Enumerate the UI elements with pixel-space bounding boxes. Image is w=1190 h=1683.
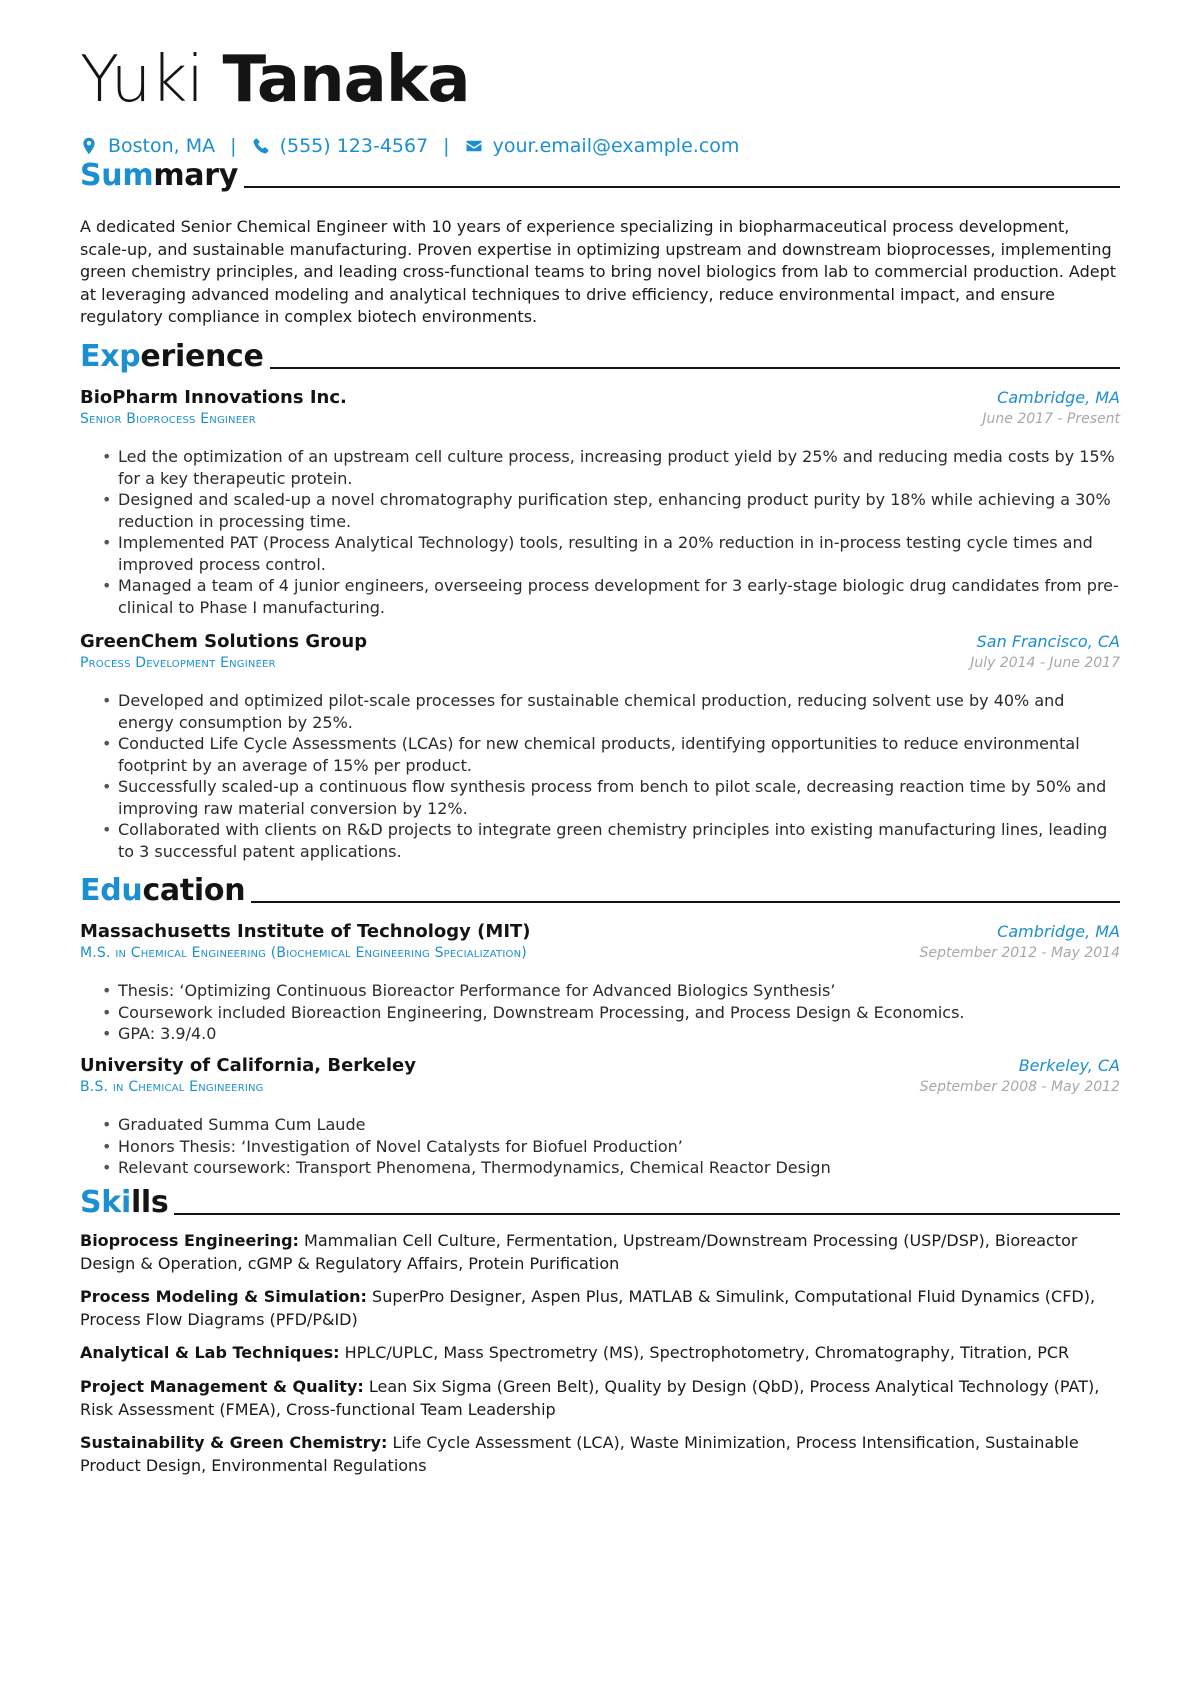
education-entry: [80, 921, 1120, 965]
summary-heading: [80, 156, 1120, 196]
experience-heading: [80, 337, 1120, 377]
job-title: Senior Bioprocess Engineer: [80, 411, 256, 427]
section-rule: [270, 367, 1120, 369]
date-range: September 2008 - May 2012: [919, 1079, 1120, 1095]
degree: M.S. in Chemical Engineering (Biochemical Engineering Specialization): [80, 945, 527, 961]
organization: GreenChem Solutions Group: [80, 631, 368, 652]
education-heading: [80, 871, 1120, 911]
degree: B.S. in Chemical Engineering: [80, 1079, 264, 1095]
candidate-name: [80, 40, 470, 120]
institution: Massachusetts Institute of Technology (MIT): [80, 921, 531, 942]
list-item: • Relevant coursework: Transport Phenomena, Thermodynamics, Chemical Reactor Design: [80, 1157, 1120, 1179]
section-title: Experience: [80, 339, 264, 374]
skill-category: Sustainability & Green Chemistry:: [80, 1433, 388, 1453]
location: Berkeley, CA: [1018, 1056, 1120, 1075]
list-item: • Implemented PAT (Process Analytical Technology) tools, resulting in a 20% reduction in in-process testing cycle times and improved process control.: [80, 532, 1120, 575]
skill-group: [80, 1230, 1120, 1275]
organization: BioPharm Innovations Inc.: [80, 387, 347, 408]
experience-entry: [80, 631, 1120, 675]
skill-group: [80, 1376, 1120, 1421]
list-item: • Developed and optimized pilot-scale processes for sustainable chemical production, reducing solvent use by 40% and energy consumption by 25%.: [80, 690, 1120, 733]
location: Cambridge, MA: [997, 388, 1120, 407]
skill-items: Life Cycle Assessment (LCA), Waste Minimization, Process Intensification, Sustainable Product Design, Environmental Regulations: [80, 1433, 1079, 1475]
skill-group: [80, 1432, 1120, 1477]
list-item: • Led the optimization of an upstream cell culture process, increasing product yield by 25% and reducing media costs by 15% for a key therapeutic protein.: [80, 446, 1120, 489]
section-title: Skills: [80, 1185, 169, 1220]
first-name: Yuki: [80, 43, 204, 117]
date-range: September 2012 - May 2014: [919, 945, 1120, 961]
section-rule: [251, 901, 1120, 903]
date-range: July 2014 - June 2017: [970, 655, 1120, 671]
section-rule: [244, 186, 1120, 188]
date-range: June 2017 - Present: [982, 411, 1120, 427]
list-item: • GPA: 3.9/4.0: [80, 1023, 1120, 1045]
envelope-icon: [465, 137, 483, 155]
list-item: • Honors Thesis: ‘Investigation of Novel Catalysts for Biofuel Production’: [80, 1136, 1120, 1158]
contact-phone[interactable]: [252, 135, 429, 157]
summary-text: A dedicated Senior Chemical Engineer with 10 years of experience specializing in biopharmaceutical process development, scale-up, and sustainable manufacturing. Proven expertise in optimizing upstream and downstream bioprocesses, implementing green chemistry principles, and leading cross-functional teams to bring novel biologics from lab to commercial production. Adept at leveraging advanced modeling and analytical techniques to drive efficiency, reduce environmental impact, and ensure regulatory compliance in complex biotech environments.: [80, 217, 1116, 327]
skill-items: SuperPro Designer, Aspen Plus, MATLAB & Simulink, Computational Fluid Dynamics (CFD), Process Flow Diagrams (PFD/P&ID): [80, 1287, 1096, 1329]
separator: |: [443, 135, 450, 157]
skill-items: Lean Six Sigma (Green Belt), Quality by Design (QbD), Process Analytical Technology (PAT), Risk Assessment (FMEA), Cross-functional Team Leadership: [80, 1376, 1100, 1419]
location-text: Boston, MA: [108, 135, 216, 157]
list-item: • Coursework included Bioreaction Engineering, Downstream Processing, and Process Design & Economics.: [80, 1002, 1120, 1024]
skill-category: Bioprocess Engineering:: [80, 1231, 299, 1250]
skill-items: Mammalian Cell Culture, Fermentation, Upstream/Downstream Processing (USP/DSP), Bioreactor Design & Operation, cGMP & Regulatory Affairs, Protein Purification: [80, 1231, 1078, 1273]
bullet-list: [80, 690, 1120, 862]
skills-list: [80, 1230, 1120, 1488]
list-item: • Designed and scaled-up a novel chromatography purification step, enhancing product purity by 18% while achieving a 30% reduction in processing time.: [80, 489, 1120, 532]
experience-entry: [80, 387, 1120, 431]
contact-location: [80, 135, 215, 157]
skill-group: [80, 1342, 1120, 1365]
list-item: • Managed a team of 4 junior engineers, overseeing process development for 3 early-stage biologic drug candidates from pre-clinical to Phase I manufacturing.: [80, 575, 1120, 618]
skill-group: [80, 1286, 1120, 1331]
bullet-list: [80, 446, 1120, 618]
bullet-list: [80, 980, 1120, 1045]
list-item: • Graduated Summa Cum Laude: [80, 1114, 1120, 1136]
skill-category: Project Management & Quality:: [80, 1376, 364, 1396]
skill-category: Analytical & Lab Techniques:: [80, 1343, 340, 1363]
location: Cambridge, MA: [997, 922, 1120, 941]
list-item: • Thesis: ‘Optimizing Continuous Bioreactor Performance for Advanced Biologics Synthesis’: [80, 980, 1120, 1002]
section-title: Education: [80, 873, 246, 908]
skill-items: HPLC/UPLC, Mass Spectrometry (MS), Spectrophotometry, Chromatography, Titration, PCR: [344, 1343, 1070, 1363]
skill-category: Process Modeling & Simulation:: [80, 1287, 367, 1307]
email-link: your.email@example.com: [492, 135, 740, 157]
list-item: • Successfully scaled-up a continuous flow synthesis process from bench to pilot scale, decreasing reaction time by 50% and improving raw material conversion by 12%.: [80, 776, 1120, 819]
last-name: Tanaka: [222, 43, 470, 117]
list-item: • Collaborated with clients on R&D projects to integrate green chemistry principles into existing manufacturing lines, leading to 3 successful patent applications.: [80, 819, 1120, 862]
list-item: • Conducted Life Cycle Assessments (LCAs) for new chemical products, identifying opportunities to reduce environmental footprint by an average of 15% per product.: [80, 733, 1120, 776]
job-title: Process Development Engineer: [80, 655, 276, 671]
skills-heading: [80, 1183, 1120, 1223]
section-title: Summary: [80, 158, 238, 193]
education-entry: [80, 1055, 1120, 1099]
phone-text: (555) 123-4567: [279, 135, 429, 157]
section-rule: [174, 1213, 1120, 1215]
location: San Francisco, CA: [976, 632, 1120, 651]
bullet-list: [80, 1114, 1120, 1179]
map-marker-icon: [80, 137, 98, 155]
separator: |: [230, 135, 237, 157]
institution: University of California, Berkeley: [80, 1055, 416, 1076]
contact-email[interactable]: [465, 135, 740, 157]
phone-icon: [252, 137, 270, 155]
